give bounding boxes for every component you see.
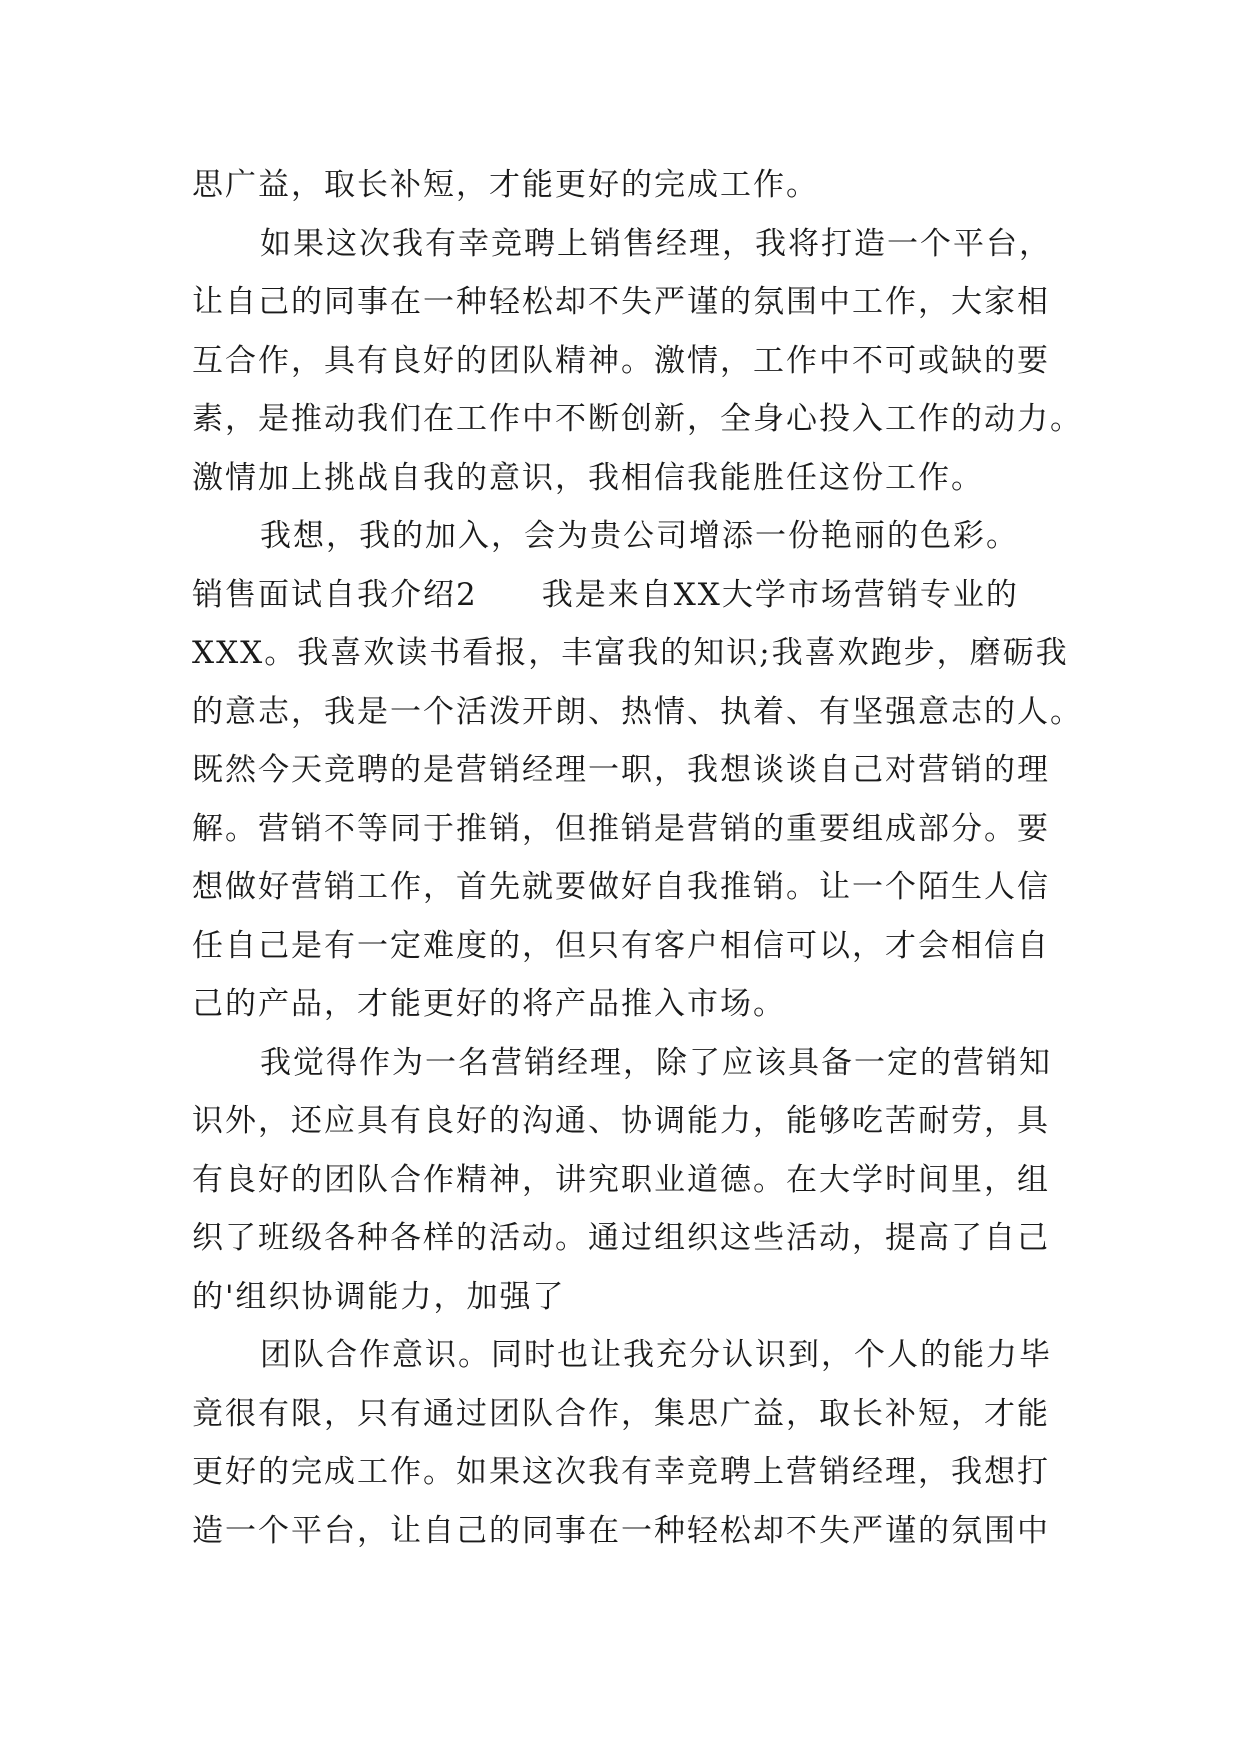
- body-line: 如果这次我有幸竞聘上销售经理，我将打造一个平台，: [260, 225, 1052, 262]
- body-line: 我觉得作为一名营销经理，除了应该具备一定的营销知: [260, 1044, 1052, 1081]
- body-line: 让自己的同事在一种轻松却不失严谨的氛围中工作，大家相: [192, 284, 1050, 320]
- body-line: 有良好的团队合作精神，讲究职业道德。在大学时间里，组: [192, 1161, 1050, 1198]
- section-heading: 销售面试自我介绍2: [192, 576, 478, 613]
- body-line: XXX。我喜欢读书看报，丰富我的知识;我喜欢跑步，磨砺我: [192, 635, 1069, 671]
- section-heading-line: [192, 566, 1072, 625]
- body-line: 团队合作意识。同时也让我充分认识到，个人的能力毕: [260, 1337, 1052, 1373]
- body-line: 的意志，我是一个活泼开朗、热情、执着、有坚强意志的人。: [192, 693, 1083, 730]
- body-line: 己的产品，才能更好的将产品推入市场。: [192, 986, 786, 1022]
- body-line: 织了班级各种各样的活动。通过组织这些活动，提高了自己: [192, 1220, 1050, 1256]
- document-body: [192, 156, 1083, 1560]
- body-line: 更好的完成工作。如果这次我有幸竞聘上营销经理，我想打: [192, 1454, 1050, 1490]
- body-line: 任自己是有一定难度的，但只有客户相信可以，才会相信自: [192, 927, 1050, 964]
- section-heading-tail: 我是来自XX大学市场营销专业的: [541, 576, 1019, 613]
- body-line: 素，是推动我们在工作中不断创新，全身心投入工作的动力。: [192, 401, 1083, 437]
- body-line: 想做好营销工作，首先就要做好自我推销。让一个陌生人信: [192, 869, 1050, 905]
- body-line: 解。营销不等同于推销，但推销是营销的重要组成部分。要: [192, 810, 1050, 847]
- body-line: 造一个平台，让自己的同事在一种轻松却不失严谨的氛围中: [192, 1512, 1050, 1549]
- body-line: 激情加上挑战自我的意识，我相信我能胜任这份工作。: [192, 459, 984, 496]
- body-line: 的'组织协调能力，加强了: [192, 1278, 566, 1315]
- body-line: 既然今天竞聘的是营销经理一职，我想谈谈自己对营销的理: [192, 752, 1050, 788]
- body-line: 我想，我的加入，会为贵公司增添一份艳丽的色彩。: [260, 518, 1019, 554]
- body-line: 识外，还应具有良好的沟通、协调能力，能够吃苦耐劳，具: [192, 1103, 1050, 1139]
- body-line: 竟很有限，只有通过团队合作，集思广益，取长补短，才能: [192, 1395, 1050, 1432]
- body-line: 思广益，取长补短，才能更好的完成工作。: [192, 167, 819, 203]
- body-line: 互合作，具有良好的团队精神。激情，工作中不可或缺的要: [192, 342, 1050, 379]
